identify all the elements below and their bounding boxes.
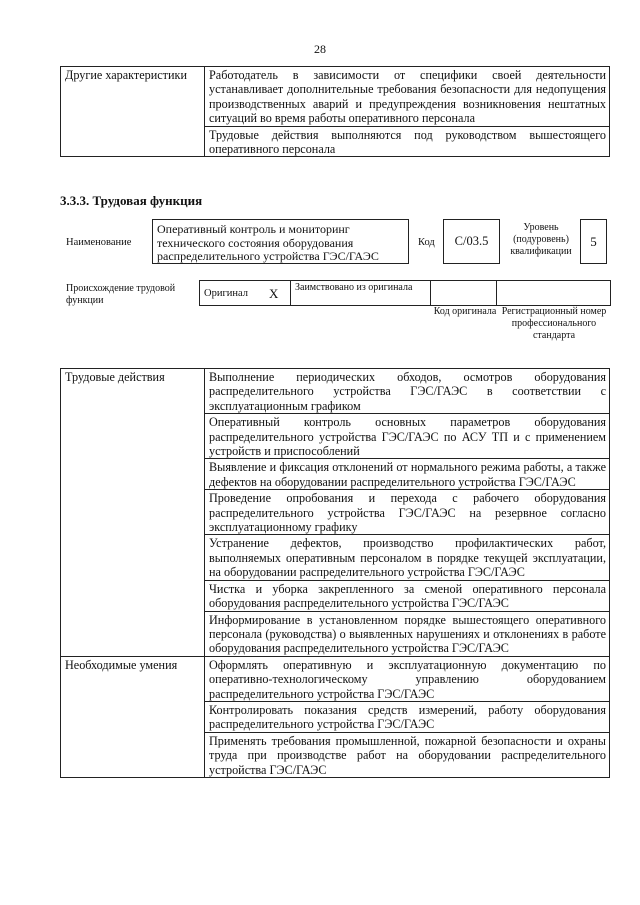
table-cell: Трудовые действия выполняются под руководством вышестоящего оперативного персонала xyxy=(205,126,610,157)
code-label: Код xyxy=(418,237,435,248)
table-row xyxy=(61,369,610,414)
registration-number-cell xyxy=(497,281,611,306)
table-cell: Выполнение периодических обходов, осмотров оборудования распределительного устройства ГЭС/ГАЭС в соответствии с эксплуатационным графиком xyxy=(205,369,610,414)
table-row xyxy=(200,281,611,306)
table-cell: Работодатель в зависимости от специфики своей деятельности устанавливает дополнительные требования безопасности для недопущения производственных аварий и предупреждения возникновения нештатных ситуаций во время работы оперативного персонала xyxy=(205,67,610,127)
level-label: Уровень (подуровень) квалификации xyxy=(510,222,572,257)
table-cell: Оформлять оперативную и эксплуатационную документацию по оперативно-технологическому управлению оборудованием распределительного устройства ГЭС/ГАЭС xyxy=(205,656,610,701)
original-label: Оригинал xyxy=(200,281,266,306)
registration-caption: Регистрационный номер профессионального стандарта xyxy=(501,306,607,341)
function-details-table xyxy=(60,368,610,778)
function-code-value: С/03.5 xyxy=(443,219,500,264)
table-cell: Проведение опробования и перехода с рабочего оборудования распределительного устройства ГЭС/ГАЭС на резервное согласно эксплуатационному графику xyxy=(205,490,610,535)
origin-table xyxy=(199,280,611,306)
other-characteristics-table xyxy=(60,66,610,157)
function-name-value: Оперативный контроль и мониторинг технического состояния оборудования распределительного устройства ГЭС/ГАЭС xyxy=(152,219,409,264)
origin-label: Происхождение трудовой функции xyxy=(66,283,176,306)
level-value: 5 xyxy=(580,219,607,264)
table-row xyxy=(61,656,610,701)
table-row xyxy=(61,67,610,127)
row-label: Трудовые действия xyxy=(61,369,205,657)
table-cell: Выявление и фиксация отклонений от нормального режима работы, а также дефектов на оборудовании распределительного устройства ГЭС/ГАЭС xyxy=(205,459,610,490)
table-cell: Устранение дефектов, производство профилактических работ, выполняемых оперативным персоналом в порядке текущей эксплуатации, на оборудовании распределительного устройства ГЭС/ГАЭС xyxy=(205,535,610,580)
original-mark: X xyxy=(265,281,291,306)
row-label: Необходимые умения xyxy=(61,656,205,777)
table-cell: Информирование в установленном порядке вышестоящего оперативного персонала (руководства) о выявленных нарушениях и отклонениях в работе оборудования распределительного устройства ГЭС/ГАЭС xyxy=(205,611,610,656)
table-cell: Применять требования промышленной, пожарной безопасности и охраны труда при производстве работ на оборудовании распределительного устройства ГЭС/ГАЭС xyxy=(205,732,610,777)
origin-code-caption: Код оригинала xyxy=(433,306,497,317)
origin-code-cell xyxy=(431,281,497,306)
section-title: 3.3.3. Трудовая функция xyxy=(60,193,203,208)
borrowed-label: Заимствовано из оригинала xyxy=(291,281,431,306)
table-cell: Контролировать показания средств измерений, работу оборудования распределительного устройства ГЭС/ГАЭС xyxy=(205,701,610,732)
name-label: Наименование xyxy=(66,237,132,248)
table-cell: Оперативный контроль основных параметров оборудования распределительного устройства ГЭС/ГАЭС по АСУ ТП и с применением устройств и приспособлений xyxy=(205,414,610,459)
row-label: Другие характеристики xyxy=(61,67,205,157)
page-number: 28 xyxy=(314,42,326,56)
table-cell: Чистка и уборка закрепленного за сменой оперативного персонала оборудования распределительного устройства ГЭС/ГАЭС xyxy=(205,580,610,611)
